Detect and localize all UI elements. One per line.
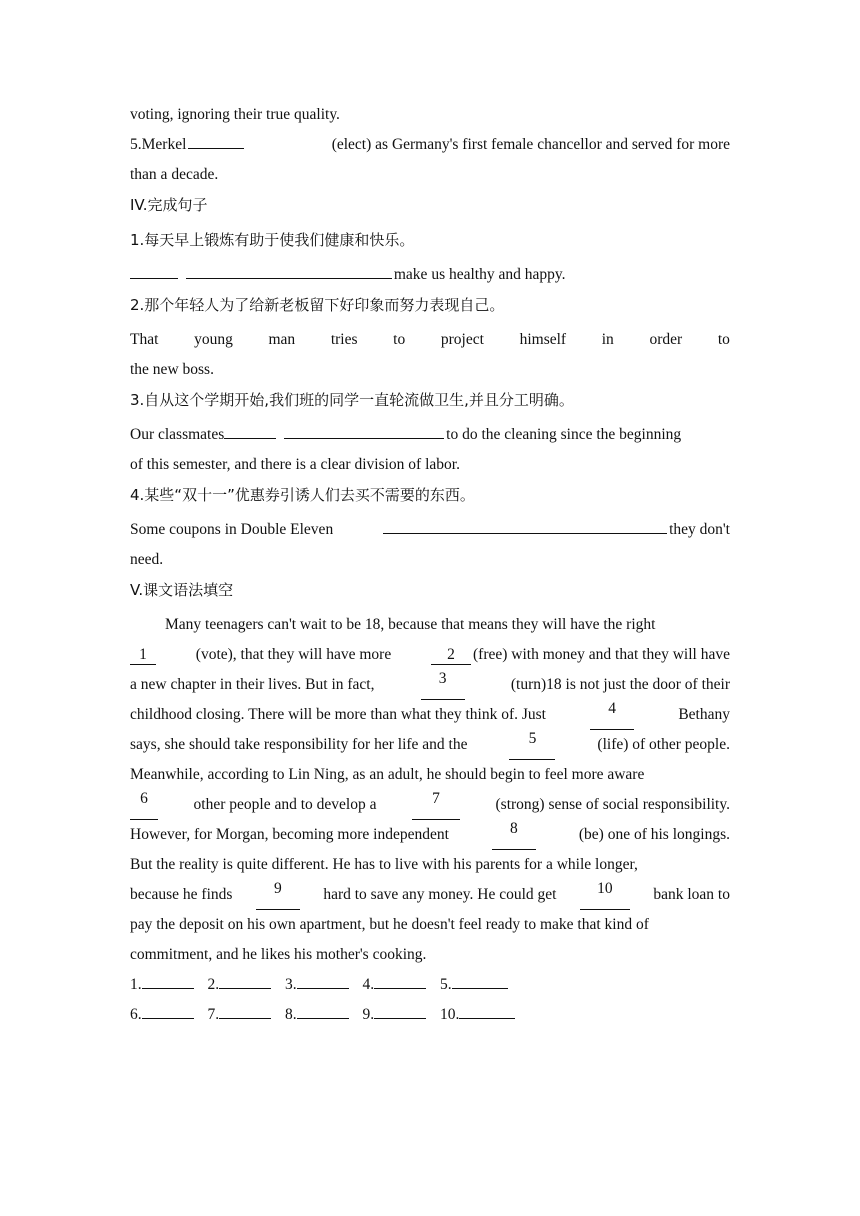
- q4-1-chinese: 1.每天早上锻炼有助于使我们健康和快乐。: [130, 231, 415, 249]
- answer-label: 1.: [130, 976, 142, 993]
- section3-q5: [130, 130, 730, 160]
- word: young: [194, 331, 233, 348]
- q4-4-chinese: 4.某些“双十一”优惠券引诱人们去买不需要的东西。: [130, 486, 475, 504]
- answer-row-2: [130, 1000, 730, 1030]
- passage-line-8: [130, 820, 730, 850]
- answer-blank[interactable]: [219, 971, 271, 989]
- word: to: [717, 331, 730, 348]
- blank-5[interactable]: 5: [509, 730, 555, 760]
- q4-4-blank[interactable]: [383, 516, 667, 534]
- blank-4[interactable]: 4: [590, 700, 634, 730]
- q4-4-text-a: Some coupons in Double Eleven: [130, 521, 334, 538]
- word: man: [268, 331, 296, 348]
- word: in: [601, 331, 614, 348]
- q4-4-english-end: need.: [130, 551, 164, 568]
- text: says, she should take responsibility for her life and the: [130, 736, 468, 753]
- q4-3-blank-2[interactable]: [284, 421, 444, 439]
- text: other people and to develop a: [193, 796, 377, 813]
- blank-2[interactable]: 2: [431, 646, 471, 665]
- text: (free) with money and that they will have: [473, 646, 730, 663]
- answer-blank[interactable]: [142, 1001, 194, 1019]
- section3-tail: voting, ignoring their true quality.: [130, 106, 340, 123]
- section5-heading: V.课文语法填空: [130, 581, 234, 599]
- text: because he finds: [130, 886, 233, 903]
- q4-1-blank-1[interactable]: [130, 261, 178, 279]
- text: (life) of other people.: [597, 736, 730, 753]
- q4-3-text-a: Our classmates: [130, 426, 225, 443]
- answer-label: 3.: [285, 976, 297, 993]
- section4-heading: IV.完成句子: [130, 196, 208, 214]
- answer-label: 4.: [362, 976, 375, 993]
- text: (vote), that they will have more: [195, 646, 392, 663]
- q4-2-chinese: 2.那个年轻人为了给新老板留下好印象而努力表现自己。: [130, 296, 505, 314]
- passage-line-11: pay the deposit on his own apartment, but he doesn't feel ready to make that kind of: [130, 916, 649, 933]
- text: However, for Morgan, becoming more independent: [130, 826, 449, 843]
- answer-label: 10.: [440, 1006, 460, 1023]
- q4-3-text-b: to do the cleaning since the beginning: [446, 426, 682, 443]
- word: himself: [519, 331, 567, 348]
- text: (be) one of his longings.: [578, 826, 730, 843]
- section3-q5-end: than a decade.: [130, 166, 219, 183]
- word: order: [649, 331, 683, 348]
- answer-label: 9.: [362, 1006, 375, 1023]
- q4-1-blank-2[interactable]: [186, 261, 392, 279]
- passage-line-6: Meanwhile, according to Lin Ning, as an adult, he should begin to feel more aware: [130, 766, 645, 783]
- answer-label: 6.: [130, 1006, 142, 1023]
- word: That: [130, 331, 159, 348]
- passage-line-12: commitment, and he likes his mother's cooking.: [130, 946, 427, 963]
- blank-6[interactable]: 6: [130, 790, 158, 820]
- passage-line-3: [130, 670, 730, 700]
- passage-line-9: But the reality is quite different. He has to live with his parents for a while longer,: [130, 856, 638, 873]
- answer-row-1: [130, 970, 730, 1000]
- blank-7[interactable]: 7: [412, 790, 460, 820]
- answer-label: 8.: [285, 1006, 297, 1023]
- text: a new chapter in their lives. But in fact,: [130, 676, 375, 693]
- passage-line-5: [130, 730, 730, 760]
- text: bank loan to: [653, 886, 730, 903]
- q4-2-english: [130, 325, 730, 355]
- q4-3-english-end: of this semester, and there is a clear division of labor.: [130, 456, 460, 473]
- text: (strong) sense of social responsibility.: [495, 796, 730, 813]
- answer-blank[interactable]: [297, 971, 349, 989]
- word: tries: [330, 331, 358, 348]
- q4-4-text-b: they don't: [669, 521, 730, 538]
- passage-line-1: Many teenagers can't wait to be 18, because that means they will have the right: [165, 616, 656, 633]
- answer-blank[interactable]: [374, 971, 426, 989]
- q4-2-english-end: the new boss.: [130, 361, 214, 378]
- passage-line-4: [130, 700, 730, 730]
- blank-3[interactable]: 3: [421, 670, 465, 700]
- answer-blank[interactable]: [452, 971, 508, 989]
- q4-4-english: [130, 515, 730, 545]
- answer-blank[interactable]: [459, 1001, 515, 1019]
- word: project: [440, 331, 484, 348]
- answer-blank[interactable]: [219, 1001, 271, 1019]
- answer-label: 2.: [207, 976, 220, 993]
- q5-blank[interactable]: [188, 131, 244, 149]
- text: (turn)18 is not just the door of their: [510, 676, 730, 693]
- passage-line-10: [130, 880, 730, 910]
- answer-blank[interactable]: [374, 1001, 426, 1019]
- blank-10[interactable]: 10: [580, 880, 630, 910]
- answer-blank[interactable]: [142, 971, 194, 989]
- text: Bethany: [678, 706, 730, 723]
- text: childhood closing. There will be more than what they think of. Just: [130, 706, 546, 723]
- q4-3-chinese: 3.自从这个学期开始,我们班的同学一直轮流做卫生,并且分工明确。: [130, 391, 574, 409]
- q5-prefix: 5.Merkel: [130, 136, 187, 153]
- q4-3-blank-1[interactable]: [224, 421, 276, 439]
- answer-label: 5.: [440, 976, 452, 993]
- blank-1[interactable]: 1: [130, 646, 156, 665]
- passage-line-2: [130, 640, 730, 670]
- q4-1-english: [130, 260, 730, 290]
- text: hard to save any money. He could get: [323, 886, 557, 903]
- word: to: [393, 331, 406, 348]
- blank-9[interactable]: 9: [256, 880, 300, 910]
- q5-text: (elect) as Germany's first female chancellor and served for more: [331, 136, 730, 153]
- q4-3-english: [130, 420, 730, 450]
- answer-label: 7.: [207, 1006, 220, 1023]
- answer-blank[interactable]: [297, 1001, 349, 1019]
- blank-8[interactable]: 8: [492, 820, 536, 850]
- q4-1-text: make us healthy and happy.: [393, 266, 566, 283]
- passage-line-7: [130, 790, 730, 820]
